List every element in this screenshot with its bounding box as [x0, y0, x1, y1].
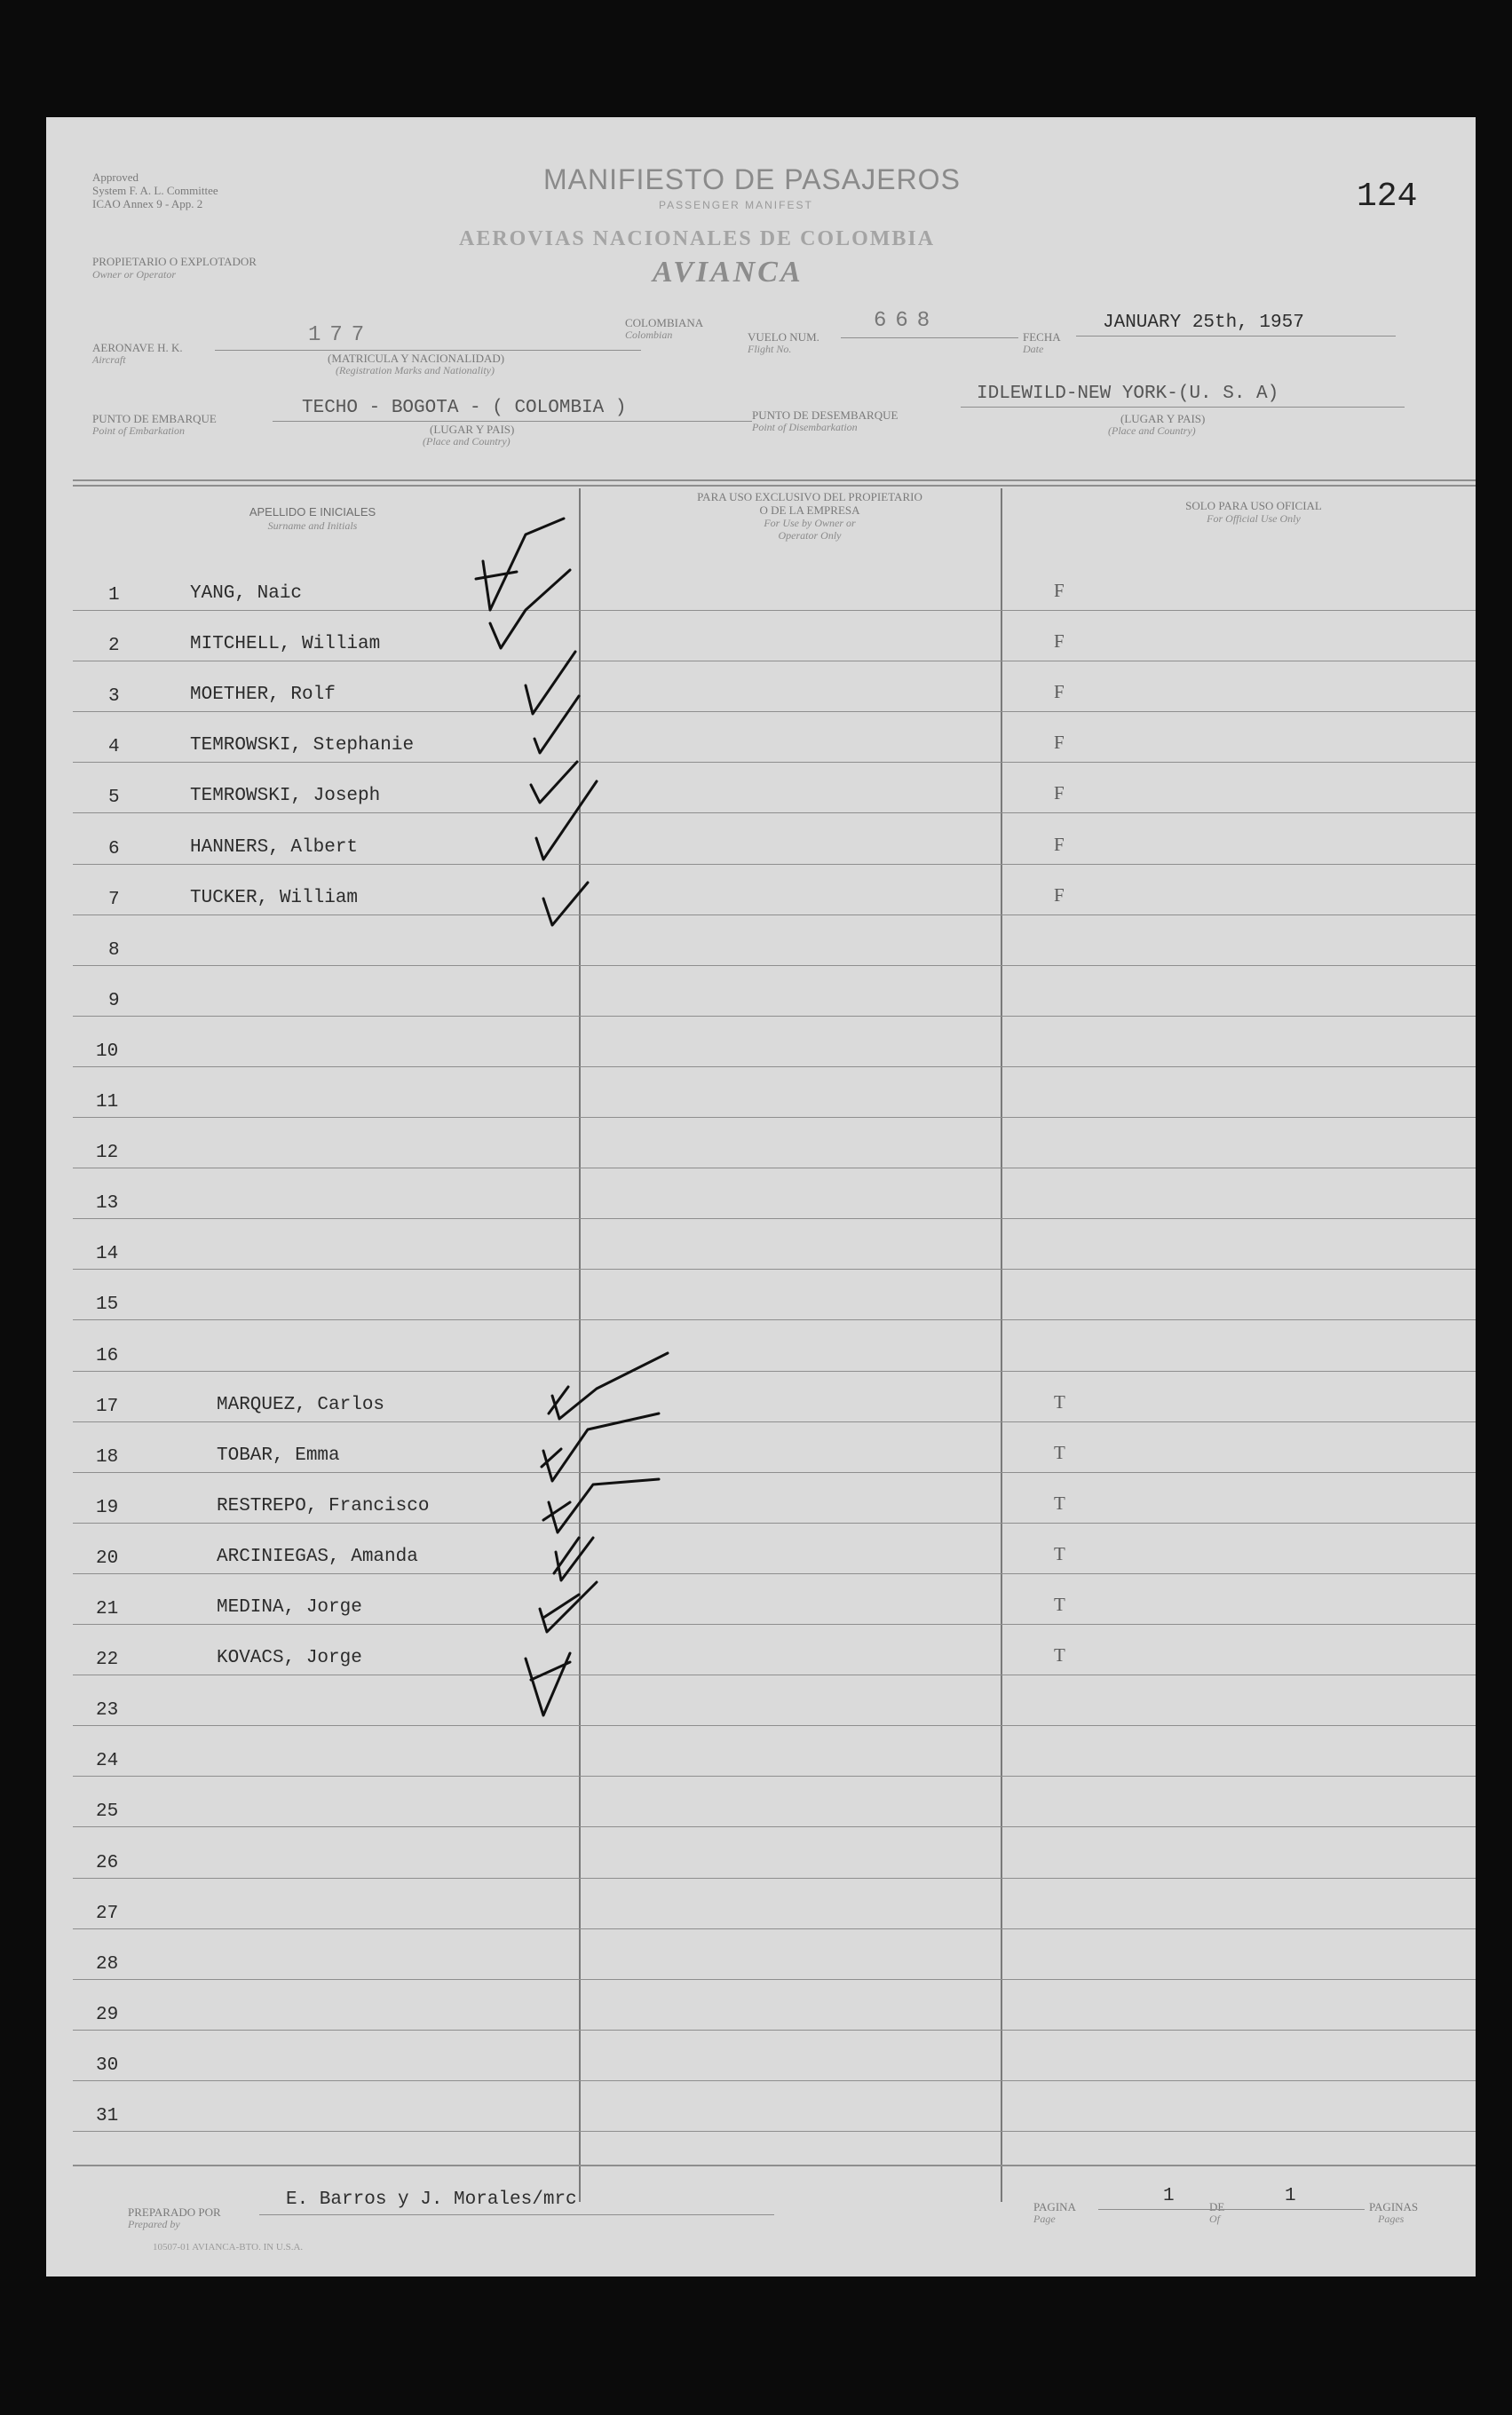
checkmark-21	[540, 1582, 597, 1632]
page-value: 1	[1163, 2186, 1175, 2206]
column-owner-label-2: O DE LA EMPRESA	[759, 503, 860, 517]
passenger-name: TUCKER, William	[190, 888, 359, 908]
pages-label: PAGINAS	[1369, 2200, 1419, 2213]
nationality-value-en: Colombian	[625, 329, 673, 341]
passenger-name: YANG, Naic	[190, 583, 303, 604]
passenger-name: TEMROWSKI, Joseph	[190, 786, 381, 806]
column-names-label: APELLIDO E INICIALES	[249, 505, 376, 519]
row-number: 16	[96, 1346, 119, 1366]
official-code: T	[1054, 1543, 1065, 1564]
row-number: 14	[96, 1244, 119, 1264]
column-owner-label-1: PARA USO EXCLUSIVO DEL PROPIETARIO	[697, 490, 922, 503]
manifest-title-en: PASSENGER MANIFEST	[659, 199, 813, 211]
column-official-label: SOLO PARA USO OFICIAL	[1185, 499, 1322, 512]
official-code: T	[1054, 1644, 1065, 1666]
passenger-name: HANNERS, Albert	[190, 837, 359, 858]
row-number: 19	[96, 1498, 119, 1518]
row-number: 6	[108, 839, 120, 859]
approval-line-2: System F. A. L. Committee	[92, 184, 218, 197]
owner-label: PROPIETARIO O EXPLOTADOR	[92, 255, 257, 268]
column-owner-label-en-1: For Use by Owner or	[764, 517, 856, 529]
row-number: 21	[96, 1599, 119, 1619]
row-number: 4	[108, 737, 120, 757]
flight-value: 668	[874, 309, 939, 333]
checkmark-18	[542, 1413, 659, 1481]
column-owner-label-en-2: Operator Only	[778, 529, 842, 542]
passenger-name: MITCHELL, William	[190, 634, 381, 654]
checkmark-22	[526, 1653, 570, 1715]
passenger-name: KOVACS, Jorge	[217, 1648, 362, 1668]
handwritten-checkmarks	[46, 117, 1476, 2276]
disembark-label: PUNTO DE DESEMBARQUE	[752, 408, 898, 422]
row-number: 9	[108, 991, 120, 1011]
official-code: F	[1054, 681, 1065, 702]
row-number: 30	[96, 2055, 119, 2076]
nationality-label: (MATRICULA Y NACIONALIDAD)	[328, 352, 505, 365]
row-number: 17	[96, 1397, 119, 1417]
passenger-name: RESTREPO, Francisco	[217, 1496, 430, 1516]
passenger-name: MOETHER, Rolf	[190, 685, 336, 705]
row-number: 24	[96, 1751, 119, 1771]
official-code: F	[1054, 834, 1065, 855]
airline-brand: AVIANCA	[653, 256, 803, 289]
row-number: 20	[96, 1548, 119, 1569]
official-code: F	[1054, 732, 1065, 753]
row-number: 3	[108, 686, 120, 707]
passenger-name: MEDINA, Jorge	[217, 1597, 362, 1618]
prepared-label-en: Prepared by	[128, 2218, 180, 2230]
disembark-place-label-en: (Place and Country)	[1108, 424, 1196, 437]
row-number: 11	[96, 1092, 119, 1112]
row-number: 1	[108, 585, 120, 606]
checkmark-5	[531, 762, 577, 803]
prepared-label: PREPARADO POR	[128, 2205, 221, 2219]
row-number: 5	[108, 788, 120, 808]
date-value: JANUARY 25th, 1957	[1103, 313, 1304, 333]
row-number: 29	[96, 2005, 119, 2025]
official-code: F	[1054, 630, 1065, 652]
official-code: T	[1054, 1594, 1065, 1615]
row-number: 8	[108, 940, 120, 961]
official-code: F	[1054, 884, 1065, 906]
row-number: 23	[96, 1700, 119, 1721]
aircraft-value: 177	[308, 323, 374, 347]
manifest-title: MANIFIESTO DE PASAJEROS	[543, 163, 961, 195]
embark-label-en: Point of Embarkation	[92, 424, 185, 437]
row-number: 25	[96, 1801, 119, 1822]
embark-value: TECHO - BOGOTA - ( COLOMBIA )	[302, 398, 627, 418]
official-code: T	[1054, 1442, 1065, 1463]
page-number: 124	[1357, 178, 1418, 216]
passenger-name: TEMROWSKI, Stephanie	[190, 735, 415, 756]
checkmark-17	[549, 1353, 668, 1419]
checkmark-6	[536, 781, 597, 859]
printer-line: 10507-01 AVIANCA-BTO. IN U.S.A.	[153, 2242, 304, 2253]
checkmark-3	[526, 652, 575, 714]
approval-line-3: ICAO Annex 9 - App. 2	[92, 197, 203, 210]
flight-label: VUELO NUM.	[748, 330, 819, 344]
nationality-label-en: (Registration Marks and Nationality)	[336, 364, 495, 376]
official-code: F	[1054, 782, 1065, 804]
of-value: 1	[1285, 2186, 1296, 2206]
checkmark-7	[543, 883, 588, 925]
row-number: 18	[96, 1447, 119, 1468]
flight-label-en: Flight No.	[748, 343, 792, 355]
passenger-name: ARCINIEGAS, Amanda	[217, 1547, 418, 1567]
page-label: PAGINA	[1033, 2200, 1076, 2213]
aircraft-label-en: Aircraft	[92, 353, 126, 366]
row-number: 27	[96, 1904, 119, 1924]
row-number: 26	[96, 1853, 119, 1873]
embark-label: PUNTO DE EMBARQUE	[92, 412, 217, 425]
airline-name: AEROVIAS NACIONALES DE COLOMBIA	[459, 227, 936, 250]
row-number: 7	[108, 890, 120, 910]
passenger-name: TOBAR, Emma	[217, 1445, 340, 1466]
embark-place-label: (LUGAR Y PAIS)	[430, 423, 515, 436]
checkmark-1	[476, 519, 564, 610]
official-code: T	[1054, 1493, 1065, 1514]
row-number: 10	[96, 1041, 119, 1062]
official-code: T	[1054, 1391, 1065, 1413]
disembark-label-en: Point of Disembarkation	[752, 421, 858, 433]
nationality-value: COLOMBIANA	[625, 316, 704, 329]
checkmark-4	[534, 696, 579, 753]
date-label-en: Date	[1023, 343, 1044, 355]
date-label: FECHA	[1023, 330, 1061, 344]
row-number: 2	[108, 636, 120, 656]
disembark-value: IDLEWILD-NEW YORK-(U. S. A)	[977, 384, 1279, 404]
row-number: 22	[96, 1650, 119, 1670]
approval-line-1: Approved	[92, 170, 139, 184]
embark-place-label-en: (Place and Country)	[423, 435, 511, 447]
manifest-sheet	[46, 117, 1476, 2276]
column-official-label-en: For Official Use Only	[1207, 512, 1301, 525]
row-number: 15	[96, 1295, 119, 1315]
passenger-name: MARQUEZ, Carlos	[217, 1395, 385, 1415]
row-number: 13	[96, 1193, 119, 1214]
official-code: F	[1054, 580, 1065, 601]
pages-label-en: Pages	[1378, 2213, 1405, 2225]
row-number: 31	[96, 2106, 119, 2126]
of-label: DE	[1209, 2200, 1225, 2213]
prepared-value: E. Barros y J. Morales/mrc	[286, 2189, 577, 2210]
row-number: 12	[96, 1143, 119, 1163]
owner-label-en: Owner or Operator	[92, 268, 177, 281]
page-label-en: Page	[1033, 2213, 1056, 2225]
of-label-en: Of	[1209, 2213, 1220, 2225]
checkmark-20	[554, 1538, 593, 1580]
aircraft-label: AERONAVE H. K.	[92, 341, 183, 354]
row-number: 28	[96, 1954, 119, 1975]
checkmark-19	[543, 1479, 659, 1532]
column-names-label-en: Surname and Initials	[267, 519, 358, 532]
disembark-place-label: (LUGAR Y PAIS)	[1120, 412, 1206, 425]
